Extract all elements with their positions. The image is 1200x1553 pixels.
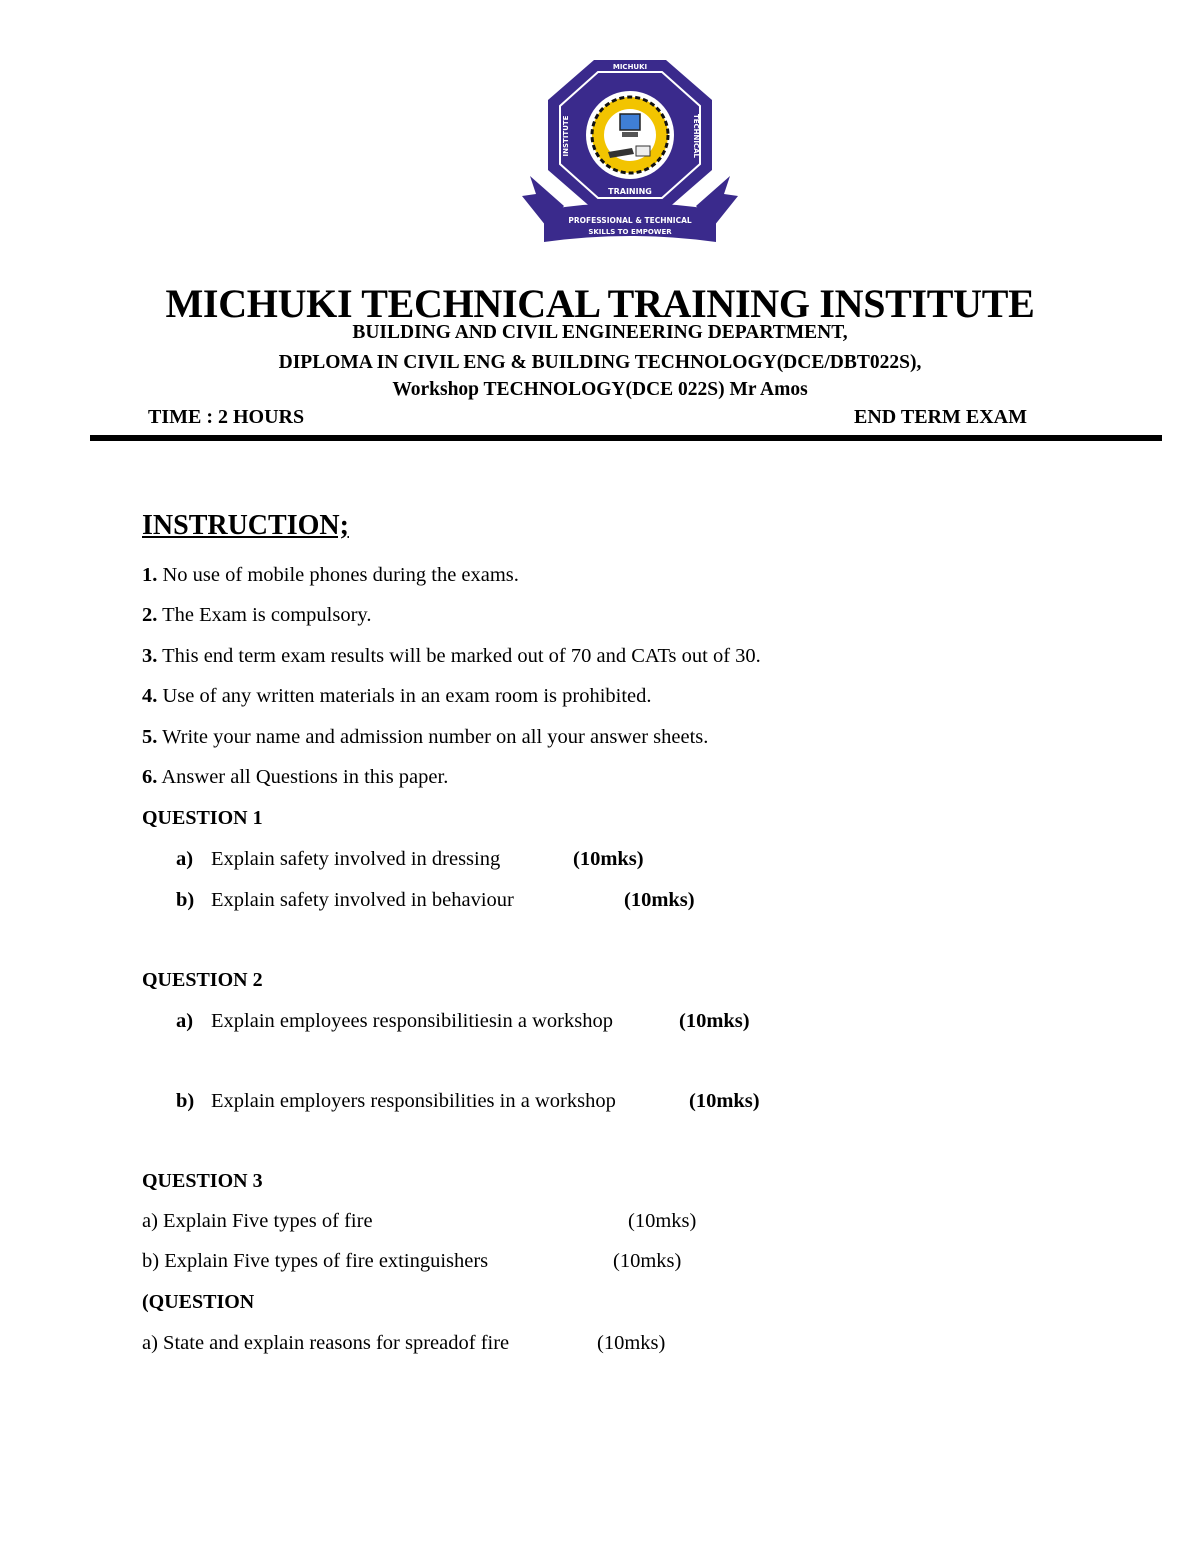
svg-text:MICHUKI: MICHUKI	[612, 63, 648, 71]
question-1-heading: QUESTION 1	[142, 807, 263, 829]
instruction-item: 1. No use of mobile phones during the exams.	[142, 564, 519, 586]
instruction-item: 4. Use of any written materials in an exam room is prohibited.	[142, 685, 652, 707]
instruction-item: 3. This end term exam results will be marked out of 70 and CATs out of 30.	[142, 645, 761, 667]
question-4a-marks: (10mks)	[597, 1332, 666, 1354]
logo-computer-icon	[620, 114, 640, 130]
instruction-item: 5. Write your name and admission number on all your answer sheets.	[142, 726, 709, 748]
institute-logo	[516, 56, 744, 246]
svg-text:INSTITUTE: INSTITUTE	[562, 115, 570, 157]
question-2a-marks: (10mks)	[679, 1010, 750, 1032]
course-line: Workshop TECHNOLOGY(DCE 022S) Mr Amos	[392, 379, 808, 400]
question-2b-text: Explain employers responsibilities in a workshop	[211, 1090, 616, 1112]
svg-text:TECHNICAL: TECHNICAL	[692, 113, 700, 159]
question-3b-marks: (10mks)	[613, 1250, 682, 1272]
question-3-heading: QUESTION 3	[142, 1170, 263, 1192]
department-line: BUILDING AND CIVIL ENGINEERING DEPARTMENT,	[352, 322, 848, 343]
programme-line: DIPLOMA IN CIVIL ENG & BUILDING TECHNOLOGY(DCE/DBT022S),	[278, 352, 922, 373]
exam-time: TIME : 2 HOURS	[148, 406, 305, 428]
question-1a-text: Explain safety involved in dressing	[211, 848, 501, 870]
instructions-heading: INSTRUCTION;	[142, 510, 349, 541]
question-2b: b)	[176, 1090, 195, 1112]
instruction-item: 2. The Exam is compulsory.	[142, 604, 372, 626]
question-2b-marks: (10mks)	[689, 1090, 760, 1112]
question-1b-text: Explain safety involved in behaviour	[211, 889, 514, 911]
question-3b-text: b) Explain Five types of fire extinguishers	[142, 1250, 489, 1272]
header-divider	[90, 435, 1162, 441]
question-1b: b)	[176, 889, 195, 911]
question-1a-marks: (10mks)	[573, 848, 644, 870]
exam-type: END TERM EXAM	[854, 406, 1027, 428]
question-4-heading: (QUESTION	[142, 1291, 255, 1313]
question-1a: a)	[176, 848, 194, 870]
question-3a-text: a) Explain Five types of fire	[142, 1210, 373, 1232]
institution-title: MICHUKI TECHNICAL TRAINING INSTITUTE	[165, 281, 1035, 326]
svg-text:PROFESSIONAL & TECHNICAL: PROFESSIONAL & TECHNICAL	[568, 216, 692, 225]
question-1b-marks: (10mks)	[624, 889, 695, 911]
svg-text:SKILLS TO EMPOWER: SKILLS TO EMPOWER	[588, 228, 672, 236]
question-3a-marks: (10mks)	[628, 1210, 697, 1232]
question-2a: a)	[176, 1010, 194, 1032]
instruction-item: 6. Answer all Questions in this paper.	[142, 766, 449, 788]
question-4a-text: a) State and explain reasons for spreadof fire	[142, 1332, 510, 1354]
logo-circuit-icon	[636, 146, 650, 156]
question-2-heading: QUESTION 2	[142, 969, 263, 991]
svg-text:TRAINING: TRAINING	[608, 187, 652, 196]
question-2a-text: Explain employees responsibilitiesin a workshop	[211, 1010, 613, 1032]
